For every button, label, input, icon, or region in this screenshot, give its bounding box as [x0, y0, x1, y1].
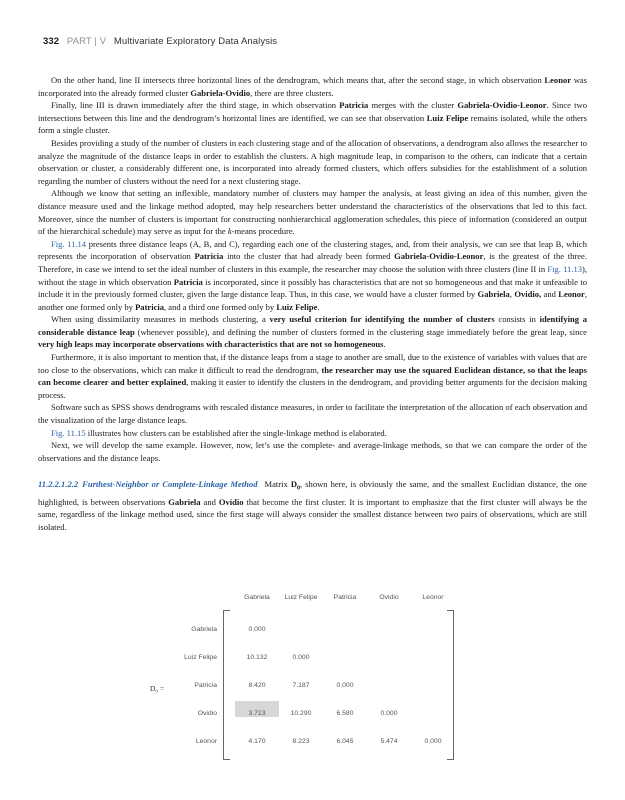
matrix-cell: 8.420 — [248, 682, 266, 689]
paragraph: Fig. 11.15 illustrates how clusters can be established after the single-linkage method is elaborated. — [51, 427, 387, 438]
matrix-cell: 0.000 — [336, 682, 354, 689]
matrix-cell: 10.132 — [246, 654, 268, 661]
body-text — [38, 74, 587, 533]
column-header: Luiz Felipe — [284, 594, 318, 601]
matrix-cell: 7.187 — [292, 682, 310, 689]
matrix-cell: 3.713 — [248, 710, 266, 717]
paragraph: Software such as SPSS shows dendrograms with rescaled distance measures, in order to facilitate the interpretation of the allocation of each observation and the visualization of the large distance leaps. — [38, 402, 587, 426]
section-paragraph: 11.2.2.1.2.2 Furthest-Neighbor or Complete-Linkage Method Matrix $D_0$, shown here, is obviously the same, and the smallest Euclidian distance, the one highlighted, is between observations Gabriela and Ovidio that become the first cluster. It is important to emphasize that the first cluster will always be the same, regardless of the linkage method used, since the first stage will always consider the smallest distance between two pairs of observations, which are still isolated. — [38, 479, 588, 532]
section-title: Furthest-Neighbor or Complete-Linkage Method — [82, 479, 258, 490]
matrix-cell: 5.474 — [380, 738, 398, 745]
running-header — [43, 36, 277, 47]
distance-matrix — [150, 594, 480, 764]
paragraph: Finally, line III is drawn immediately after the third stage, in which observation Patricia merges with the cluster Gabriela-Ovidio-Leonor. Since two intersections between this line and the dendrogram’s horizontal lines are identified, we can see that observation Luiz Felipe remains isolated, while the others form a single cluster. — [38, 100, 587, 136]
matrix-label: D₀ = — [150, 684, 165, 693]
paragraph: Next, we will develop the same example. However, now, let’s use the complete- and average-linkage methods, so that we can compare the order of the observations and the distance leaps. — [38, 440, 587, 463]
matrix-cell: 0.000 — [424, 738, 442, 745]
column-header: Leonor — [422, 594, 444, 601]
row-header: Patricia — [194, 682, 217, 689]
row-header: Luiz Felipe — [184, 654, 217, 661]
column-header: Ovidio — [379, 594, 399, 601]
matrix-cell: 0.000 — [292, 654, 310, 661]
column-header: Patricia — [333, 594, 357, 601]
column-header: Gabriela — [244, 594, 270, 601]
matrix-cell: 8.223 — [292, 738, 310, 745]
row-header: Ovidio — [197, 710, 217, 717]
page-number: 332 — [43, 36, 60, 47]
matrix-cell: 6.580 — [336, 710, 354, 717]
paragraph: Although we know that setting an inflexible, mandatory number of clusters may hamper the analysis, at least giving an idea of this number, given the distance measure used and the linkage method adopted, may help researchers better understand the characteristics of the observations that led to this fact. Moreover, since the number of clusters is important for constructing nonhierarchical agglomeration schedules, this piece of information (considered an output of the hierarchical schedule) may serve as input for the k-means procedure. — [38, 188, 587, 237]
row-header: Leonor — [195, 738, 217, 745]
paragraph: On the other hand, line II intersects three horizontal lines of the dendrogram, which means that, after the second stage, in which observation Leonor was incorporated into the already formed cluster Gabriela-Ovidio, there are three clusters. — [38, 75, 588, 98]
matrix-cell: 0.000 — [248, 626, 266, 633]
header-title: Multivariate Exploratory Data Analysis — [113, 36, 278, 47]
row-header: Gabriela — [191, 626, 217, 633]
paragraph: Besides providing a study of the number of clusters in each clustering stage and of the allocation of observations, a dendrogram also allows the researcher to analyze the magnitude of the distance leaps in order to establish the clusters. A high magnitude leap, in comparison to the others, can indicate that a certain observation or cluster, a considerably different one, is incorporated into already formed clusters, which offers subsidies for the establishment of a solution regarding the number of clusters without the need for a next clustering stage. — [38, 137, 587, 186]
matrix-cell: 0.000 — [380, 710, 398, 717]
matrix-cell: 6.045 — [336, 738, 354, 745]
paragraph: Fig. 11.14 presents three distance leaps (A, B, and C), regarding each one of the clustering stages, and, from their analysis, we can see that leap B, which represents the incorporation of observation Patricia into the cluster that had already been formed Gabriela-Ovidio-Leonor, is the greatest of the three. Therefore, in case we intend to set the ideal number of clusters in this example, the researcher may choose the solution with three clusters (line II in Fig. 11.13), without the stage in which observation Patricia is incorporated, since it possibly has characteristics that are not so homogeneous and that make it unfeasible to include it in the previously formed cluster, given the large distance leap. Thus, in this case, we would have a cluster formed by Gabriela, Ovidio, and Leonor, another one formed only by Patricia, and a third one formed only by Luiz Felipe. — [38, 238, 587, 312]
figure-link[interactable]: Fig. 11.13 — [547, 263, 583, 274]
figure-link[interactable]: Fig. 11.14 — [51, 238, 87, 249]
left-bracket — [223, 610, 230, 760]
matrix-cell: 10.290 — [290, 710, 312, 717]
part-label: PART | V — [66, 36, 107, 47]
section-number: 11.2.2.1.2.2 — [38, 479, 79, 490]
figure-link[interactable]: Fig. 11.15 — [51, 427, 86, 438]
paragraph: When using dissimilarity measures in methods clustering, a very useful criterion for identifying the number of clusters consists in identifying a considerable distance leap (whenever possible), and defining the number of clusters formed in the clustering stage immediately before the great leap, since very high leaps may incorporate observations with characteristics that are not so homogeneous. — [38, 314, 587, 350]
paragraph: Furthermore, it is also important to mention that, if the distance leaps from a stage to another are small, due to the existence of variables with values that are too close to the observations, which can make it difficult to read the dendrogram, the researcher may use the squared Euclidean distance, so that the leaps can become clearer and better explained, making it easier to identify the clusters in the dendrogram, and providing better arguments for the decision making process. — [38, 352, 587, 400]
matrix-cell: 4.170 — [248, 738, 266, 745]
